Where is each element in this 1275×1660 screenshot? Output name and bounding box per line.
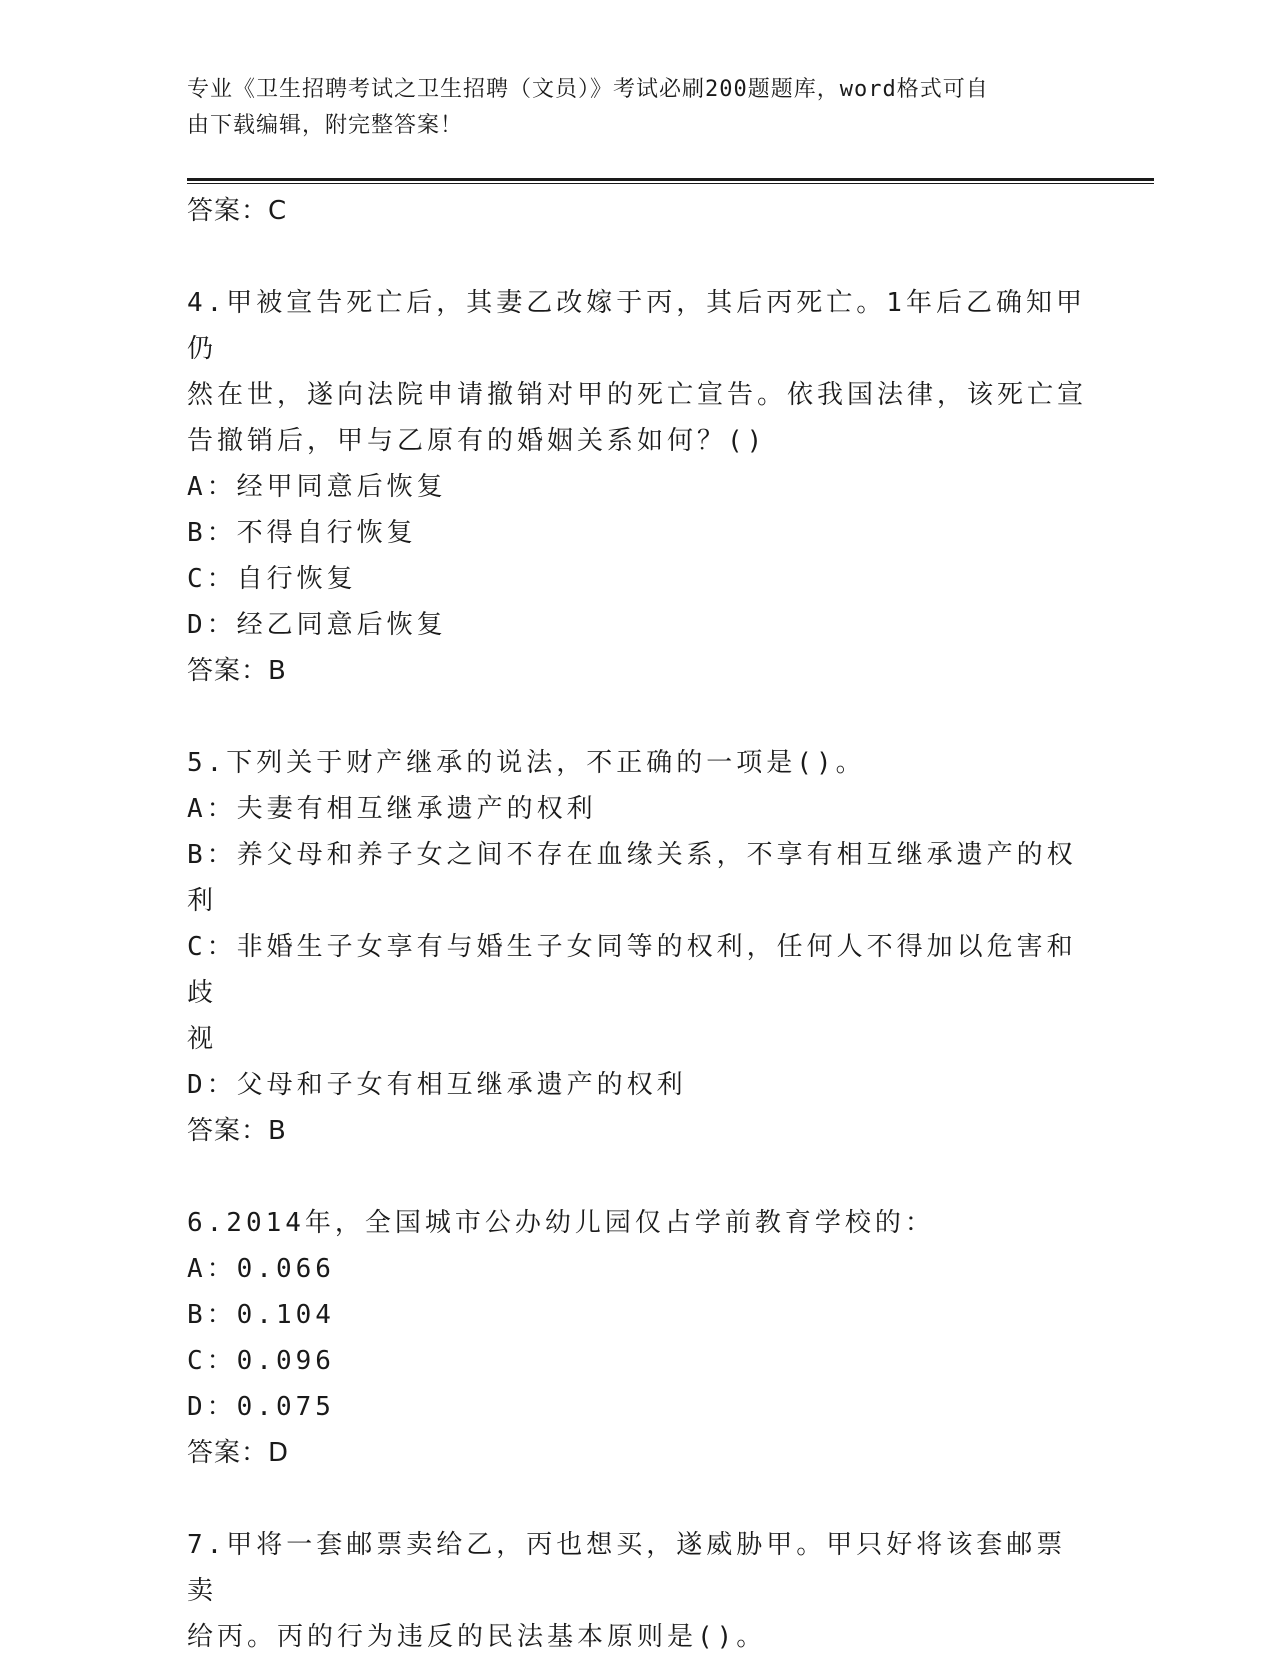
option-c: C：0.096 [187,1346,335,1376]
question-text: 5.下列关于财产继承的说法，不正确的一项是()。 [187,748,866,778]
option-b: B：0.104 [187,1300,335,1330]
question-text: 7.甲将一套邮票卖给乙，丙也想买，遂威胁甲。甲只好将该套邮票卖 [187,1530,1067,1606]
spacer [187,1154,1087,1200]
question-4 [187,280,1087,694]
question-7 [187,1522,1087,1660]
option-b: B：不得自行恢复 [187,518,417,548]
option-b: B：养父母和养子女之间不存在血缘关系，不享有相互继承遗产的权利 [187,840,1077,916]
header-line-2: 由下载编辑，附完整答案！ [187,113,464,138]
header-line-1: 专业《卫生招聘考试之卫生招聘（文员）》考试必刷200题题库，word格式可自 [187,77,989,102]
question-content [187,188,1087,1660]
option-a: A：经甲同意后恢复 [187,472,447,502]
option-c-continued: 视 [187,1024,218,1054]
option-d: D：父母和子女有相互继承遗产的权利 [187,1070,687,1100]
option-a: A：夫妻有相互继承遗产的权利 [187,794,597,824]
question-text: 4.甲被宣告死亡后，其妻乙改嫁于丙，其后丙死亡。1年后乙确知甲仍 [187,288,1086,364]
question-text: 然在世，遂向法院申请撤销对甲的死亡宣告。依我国法律，该死亡宣 [187,380,1088,410]
answer-5: 答案：B [187,1116,287,1146]
spacer [187,1476,1087,1522]
answer-6: 答案：D [187,1438,290,1468]
question-text: 给丙。丙的行为违反的民法基本原则是()。 [187,1622,767,1652]
answer-3: 答案：C [187,196,288,226]
question-6 [187,1200,1087,1476]
option-a: A：0.066 [187,1254,335,1284]
answer-4: 答案：B [187,656,287,686]
question-text: 告撤销后，甲与乙原有的婚姻关系如何？() [187,426,767,456]
option-c: C：非婚生子女享有与婚生子女同等的权利，任何人不得加以危害和歧 [187,932,1077,1008]
spacer [187,234,1087,280]
header-divider-thin [187,183,1154,184]
option-c: C：自行恢复 [187,564,357,594]
question-text: 6.2014年，全国城市公办幼儿园仅占学前教育学校的： [187,1208,935,1238]
header-divider-thick [187,178,1154,181]
option-d: D：经乙同意后恢复 [187,610,447,640]
document-header [187,72,1067,144]
option-d: D：0.075 [187,1392,335,1422]
question-5 [187,740,1087,1154]
spacer [187,694,1087,740]
